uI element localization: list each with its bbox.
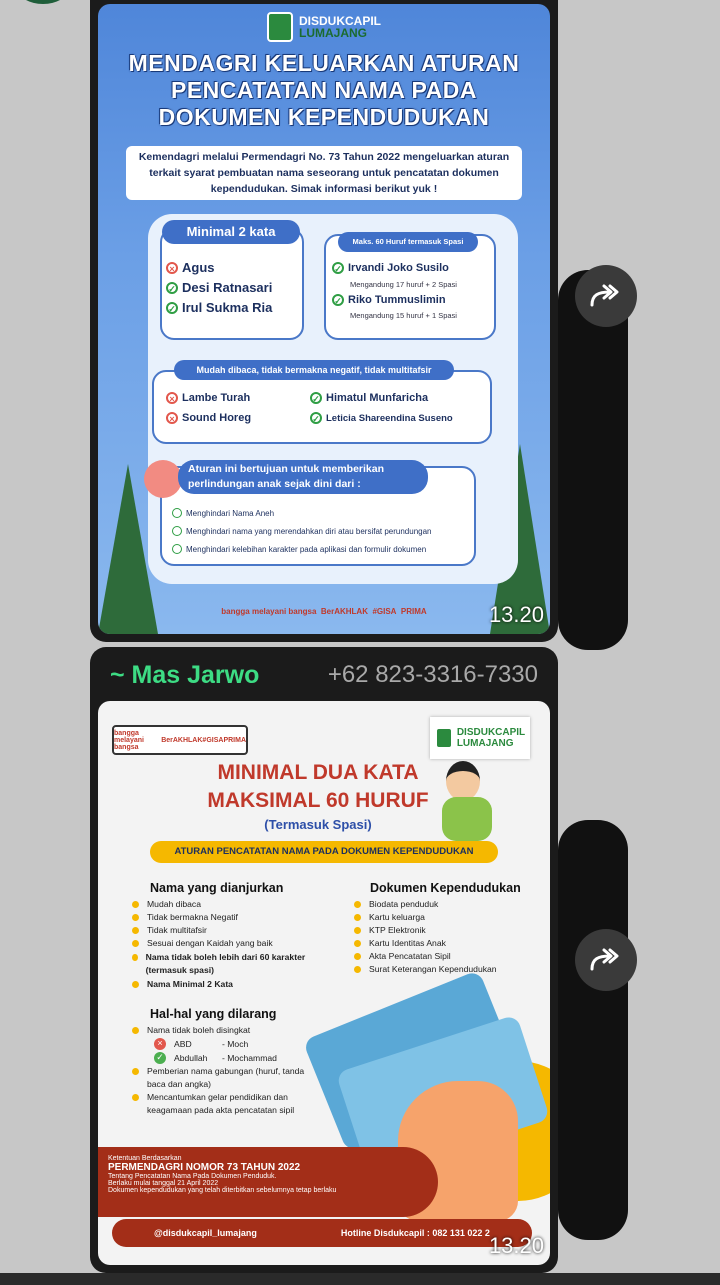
brand-line1: DISDUKCAPIL: [298, 14, 381, 28]
check-icon: ✓: [166, 282, 178, 294]
list-item: Tidak multitafsir: [147, 925, 207, 935]
check-icon: [172, 544, 182, 554]
max-chars-label: Maks. 60 Huruf termasuk Spasi: [338, 232, 478, 252]
sponsor-logo: #GISA: [202, 736, 224, 744]
regulation-sub: Dokumen kependudukan yang telah diterbitkan sebelumnya tetap berlaku: [108, 1187, 337, 1194]
sender-phone[interactable]: +62 823-3316-7330: [327, 661, 538, 688]
readable-card: [152, 370, 492, 444]
regulation-title: PERMENDAGRI NOMOR 73 TAHUN 2022: [108, 1162, 301, 1173]
list-item: Pemberian nama gabungan (huruf, tanda baca dan angka): [147, 1066, 305, 1089]
purpose-item: Menghindari Nama Aneh: [186, 508, 275, 518]
poster-title: MENDAGRI KELUARKAN ATURAN PENCATATAN NAMA PADA DOKUMEN KEPENDUDUKAN: [128, 50, 520, 130]
brand-line2: LUMAJANG: [456, 738, 514, 749]
name-example: Leticia Shareendina Suseno: [326, 412, 453, 424]
bullet-icon: [132, 901, 139, 908]
list-item: Kartu Identitas Anak: [369, 938, 446, 948]
list-item: Surat Keterangan Kependudukan: [369, 964, 497, 974]
bullet-icon: [354, 940, 361, 947]
list-item: Nama tidak boleh disingkat: [147, 1025, 251, 1035]
char-count-note: Mengandung 15 huruf + 1 Spasi: [350, 311, 457, 320]
bullet-icon: [354, 953, 361, 960]
list-item: Mudah dibaca: [147, 899, 201, 909]
brand-line1: DISDUKCAPIL: [456, 727, 526, 738]
list-item: Tidak bermakna Negatif: [147, 912, 238, 922]
name-example: Lambe Turah: [182, 392, 251, 404]
sponsor-logo: PRIMA: [223, 736, 246, 744]
poster-title: MAKSIMAL 60 HURUF: [207, 789, 429, 812]
check-icon: ✓: [332, 262, 344, 274]
check-icon: ✓: [154, 1052, 166, 1064]
bullet-icon: [354, 901, 361, 908]
sender-name[interactable]: ~ Mas Jarwo: [110, 661, 260, 689]
name-example: Irvandi Joko Susilo: [348, 262, 449, 274]
check-icon: ✓: [166, 302, 178, 314]
emblem-icon: [267, 12, 293, 42]
poster-banner: ATURAN PENCATATAN NAMA PADA DOKUMEN KEPENDUDUKAN: [150, 841, 498, 863]
sponsor-logo: bangga melayani bangsa: [114, 729, 144, 751]
regulation-label: Ketentuan Berdasarkan: [108, 1155, 182, 1162]
poster-title: MINIMAL DUA KATA: [217, 761, 419, 784]
list-item: Sesuai dengan Kaidah yang baik: [147, 938, 273, 948]
bullet-icon: [354, 966, 361, 973]
example-good-full: - Mochammad: [222, 1053, 277, 1063]
cross-icon: ×: [166, 412, 178, 424]
poster-footer: [112, 1219, 532, 1247]
list-item: Nama Minimal 2 Kata: [147, 979, 233, 989]
forward-button[interactable]: [575, 265, 637, 327]
message-time: 13.20: [488, 1233, 544, 1258]
name-example: Agus: [182, 260, 215, 275]
background-shape: [558, 820, 628, 1240]
bullet-icon: [354, 927, 361, 934]
forward-arrow-icon: [588, 283, 624, 309]
name-example: Himatul Munfaricha: [326, 392, 429, 404]
list-item: Biodata penduduk: [369, 899, 439, 909]
check-icon: ✓: [310, 392, 322, 404]
name-example: Irul Sukma Ria: [182, 300, 273, 315]
poster-subtitle: (Termasuk Spasi): [264, 817, 372, 832]
check-icon: ✓: [310, 412, 322, 424]
cross-icon: ×: [166, 262, 178, 274]
contact-avatar[interactable]: [18, 0, 68, 4]
section-title: Nama yang dianjurkan: [150, 881, 284, 895]
hotline: Hotline Disdukcapil : 082 131 022 2: [340, 1228, 490, 1238]
purpose-item: Menghindari nama yang merendahkan diri atau bersifat perundungan: [186, 526, 432, 536]
poster-image[interactable]: [98, 701, 550, 1265]
brand-line2: LUMAJANG: [298, 26, 367, 40]
list-item: KTP Elektronik: [369, 925, 426, 935]
instagram-handle: @disdukcapil_lumajang: [154, 1228, 257, 1238]
check-icon: [172, 526, 182, 536]
message-time: 13.20: [488, 602, 544, 627]
section-title: Dokumen Kependudukan: [370, 881, 521, 895]
name-example: Sound Horeg: [182, 412, 252, 424]
disdukcapil-logo: [98, 12, 550, 42]
check-icon: ✓: [332, 294, 344, 306]
bullet-icon: [132, 981, 139, 988]
message-bubble[interactable]: [90, 0, 558, 642]
cross-icon: ×: [166, 392, 178, 404]
bullet-icon: [132, 1068, 139, 1075]
list-item: Akta Pencatatan Sipil: [369, 951, 451, 961]
decor-circle: [144, 460, 182, 498]
bullet-icon: [132, 1094, 139, 1101]
background-shape: [558, 270, 628, 650]
list-item: Mencantumkan gelar pendidikan dan keagamaan pada akta pencatatan sipil: [147, 1092, 295, 1115]
bullet-icon: [132, 940, 139, 947]
example-bad-full: - Moch: [222, 1039, 249, 1049]
poster-intro: Kemendagri melalui Permendagri No. 73 Tahun 2022 mengeluarkan aturan terkait syarat pembuatan nama seseorang untuk pencatatan dokumen kependudukan. Simak informasi berikut yuk !: [126, 146, 522, 200]
sponsor-logo: BerAKHLAK: [161, 736, 203, 744]
sponsor-logo: PRIMA: [400, 607, 427, 616]
readable-label: Mudah dibaca, tidak bermakna negatif, tidak multitafsir: [174, 360, 454, 380]
bullet-icon: [132, 954, 138, 961]
poster-image[interactable]: [98, 4, 550, 634]
sponsor-logo: #GISA: [372, 607, 397, 616]
bullet-icon: [132, 927, 139, 934]
regulation-band: [98, 1147, 438, 1217]
section-title: Hal-hal yang dilarang: [150, 1007, 277, 1021]
min-words-label: Minimal 2 kata: [162, 220, 300, 244]
example-bad: ABD: [174, 1039, 192, 1049]
emblem-icon: [435, 727, 453, 749]
purpose-label: Aturan ini bertujuan untuk memberikan perlindungan anak sejak dini dari :: [178, 460, 428, 494]
bullet-icon: [132, 914, 139, 921]
bottom-strip: [0, 1273, 720, 1285]
sponsor-logos: [98, 607, 550, 616]
regulation-sub: Tentang Pencatatan Nama Pada Dokumen Penduduk.: [108, 1173, 277, 1180]
list-item: Kartu keluarga: [369, 912, 425, 922]
check-icon: [172, 508, 182, 518]
sponsor-logo: bangga melayani bangsa: [221, 607, 317, 616]
bullet-icon: [132, 1027, 139, 1034]
info-panel: [148, 214, 518, 584]
sponsor-logos: [112, 725, 248, 755]
name-example: Desi Ratnasari: [182, 280, 273, 295]
sponsor-logo: BerAKHLAK: [320, 607, 368, 616]
example-good: Abdullah: [174, 1053, 208, 1063]
forward-arrow-icon: [588, 947, 624, 973]
char-count-note: Mengandung 17 huruf + 2 Spasi: [350, 280, 457, 289]
purpose-item: Menghindari kelebihan karakter pada aplikasi dan formulir dokumen: [186, 544, 427, 554]
disdukcapil-logo: [430, 717, 530, 759]
message-bubble[interactable]: [90, 647, 558, 1273]
bullet-icon: [354, 914, 361, 921]
cross-icon: ×: [154, 1038, 166, 1050]
list-item: Nama tidak boleh lebih dari 60 karakter (termasuk spasi): [145, 952, 306, 975]
name-example: Riko Tummuslimin: [348, 294, 446, 306]
regulation-sub: Berlaku mulai tanggal 21 April 2022: [108, 1180, 219, 1187]
forward-button[interactable]: [575, 929, 637, 991]
